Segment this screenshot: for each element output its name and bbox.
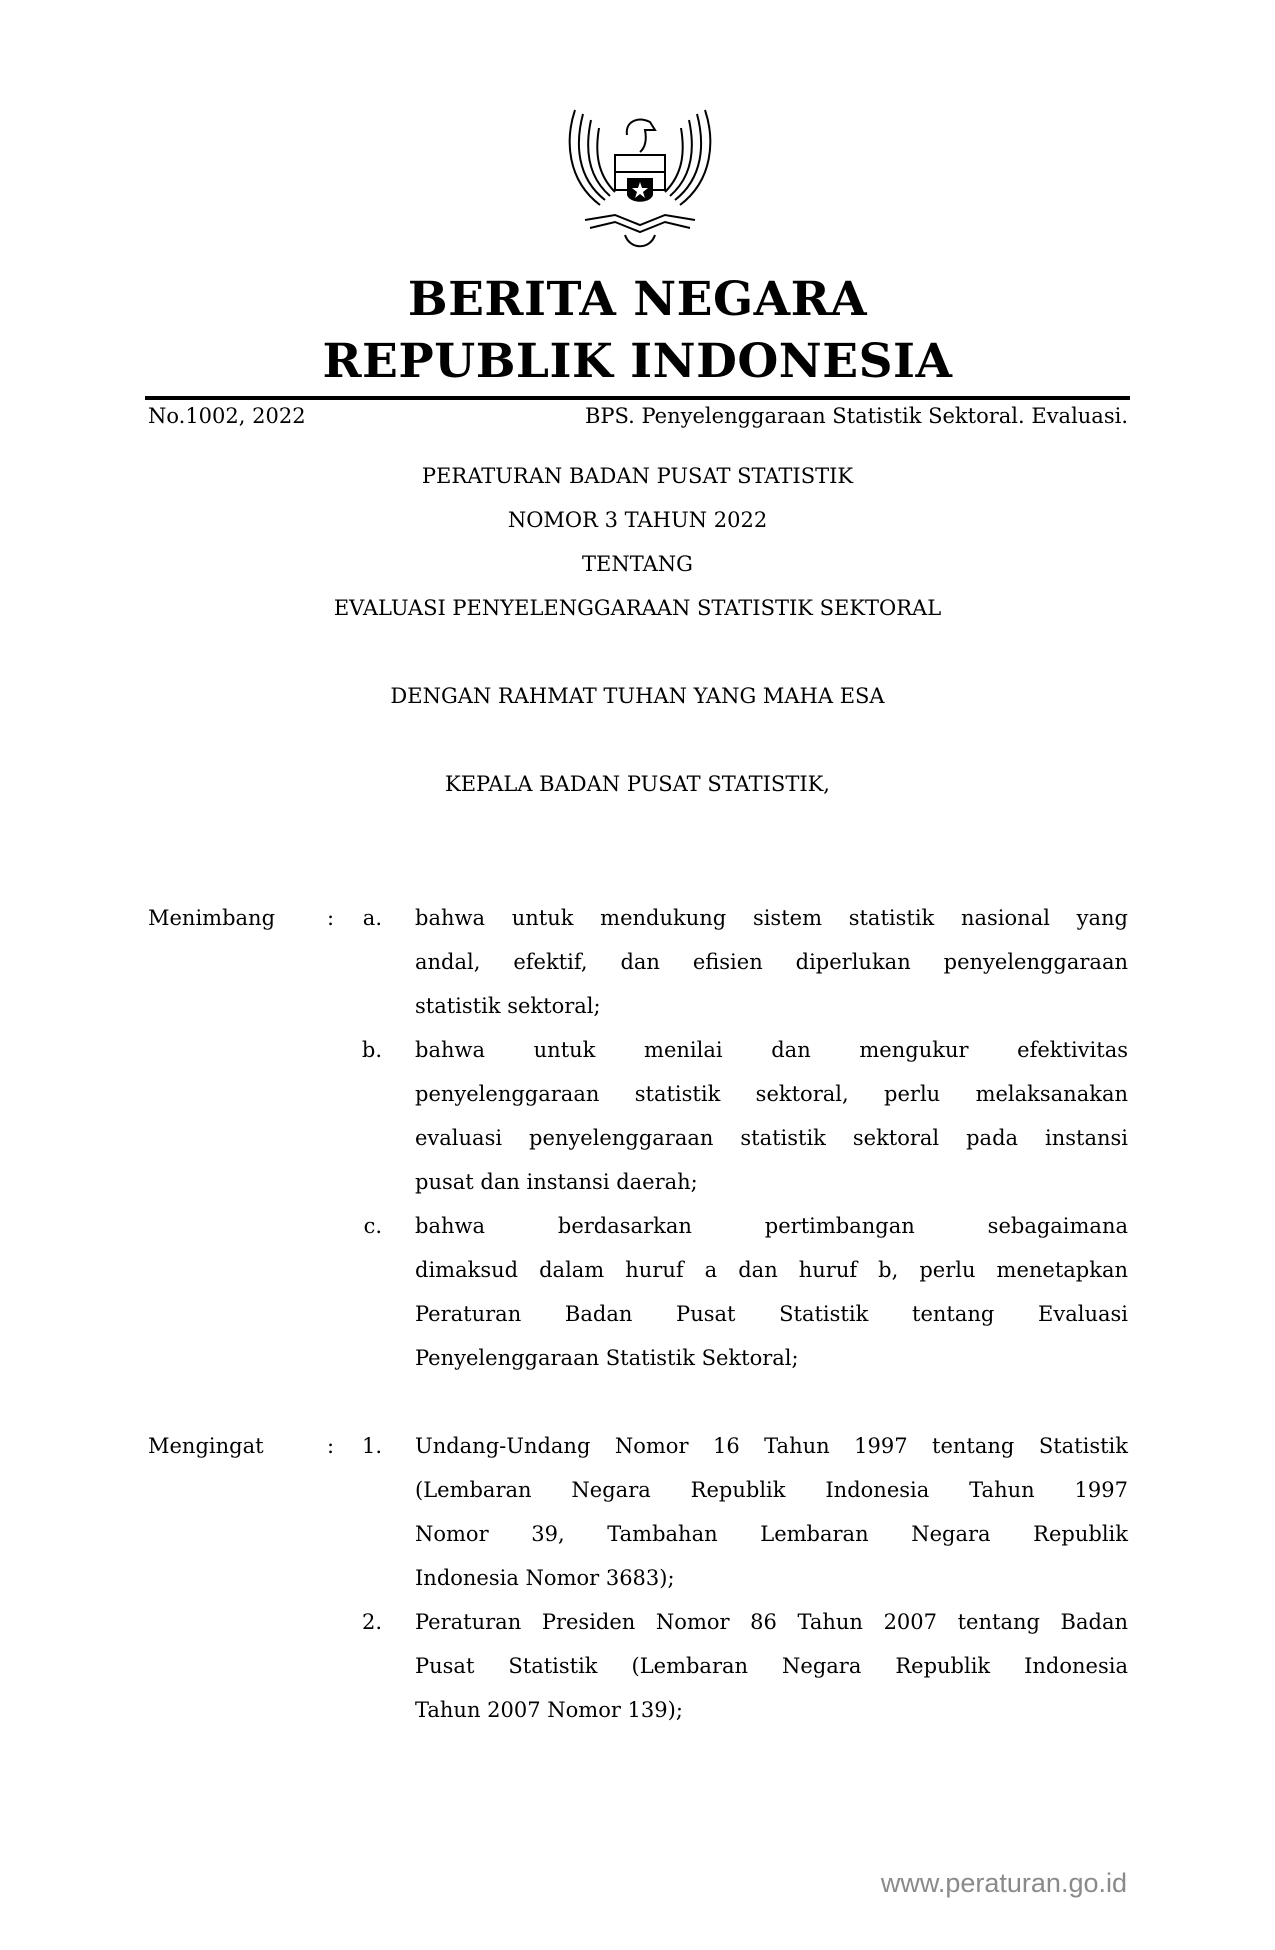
- mengingat-item-2-mark: 2.: [361, 1610, 382, 1634]
- mengingat-label: Mengingat: [148, 1434, 264, 1458]
- text-line: bahwa untuk mendukung sistem statistik nasional yang: [415, 906, 1128, 930]
- text-line: Penyelenggaraan Statistik Sektoral;: [415, 1346, 799, 1370]
- menimbang-item-c: [415, 1204, 1128, 1380]
- menimbang-label: Menimbang: [148, 906, 276, 930]
- menimbang-item-b-mark: b.: [361, 1038, 382, 1062]
- text-line: bahwa untuk menilai dan mengukur efektivitas: [415, 1038, 1128, 1062]
- text-line: evaluasi penyelenggaraan statistik sektoral pada instansi: [415, 1126, 1128, 1150]
- garuda-emblem-icon: [555, 100, 725, 260]
- mengingat-colon: :: [327, 1434, 335, 1458]
- text-line: Tahun 2007 Nomor 139);: [415, 1698, 683, 1722]
- masthead-divider: [145, 396, 1130, 400]
- masthead-title-line1: BERITA NEGARA: [407, 272, 868, 327]
- regulation-type: PERATURAN BADAN PUSAT STATISTIK: [421, 464, 854, 488]
- text-line: bahwa berdasarkan pertimbangan sebagaimana: [415, 1214, 1128, 1238]
- text-line: Peraturan Presiden Nomor 86 Tahun 2007 tentang Badan: [415, 1610, 1128, 1634]
- text-line: Pusat Statistik (Lembaran Negara Republik Indonesia: [415, 1654, 1128, 1678]
- menimbang-item-a: [415, 896, 1128, 1028]
- text-line: andal, efektif, dan efisien diperlukan penyelenggaraan: [415, 950, 1128, 974]
- text-line: Nomor 39, Tambahan Lembaran Negara Republik: [415, 1522, 1128, 1546]
- text-line: pusat dan instansi daerah;: [415, 1170, 698, 1194]
- text-line: penyelenggaraan statistik sektoral, perlu melaksanakan: [415, 1082, 1128, 1106]
- regulation-title: EVALUASI PENYELENGGARAAN STATISTIK SEKTORAL: [333, 596, 942, 620]
- text-line: Undang-Undang Nomor 16 Tahun 1997 tentang Statistik: [415, 1434, 1128, 1458]
- authority: KEPALA BADAN PUSAT STATISTIK,: [445, 772, 830, 796]
- menimbang-item-c-mark: c.: [363, 1214, 382, 1238]
- regulation-number: NOMOR 3 TAHUN 2022: [507, 508, 768, 532]
- text-line: Indonesia Nomor 3683);: [415, 1566, 675, 1590]
- masthead-title-line2: REPUBLIK INDONESIA: [322, 334, 953, 389]
- mengingat-item-2: [415, 1600, 1128, 1732]
- menimbang-colon: :: [327, 906, 335, 930]
- text-line: Peraturan Badan Pusat Statistik tentang Evaluasi: [415, 1302, 1128, 1326]
- text-line: dimaksud dalam huruf a dan huruf b, perlu menetapkan: [415, 1258, 1128, 1282]
- website-footer: www.peraturan.go.id: [880, 1868, 1127, 1898]
- gazette-number: No.1002, 2022: [148, 404, 306, 428]
- text-line: (Lembaran Negara Republik Indonesia Tahun 1997: [415, 1478, 1128, 1502]
- mengingat-item-1: [415, 1424, 1128, 1600]
- mengingat-item-1-mark: 1.: [361, 1434, 382, 1458]
- text-line: statistik sektoral;: [415, 994, 601, 1018]
- menimbang-item-b: [415, 1028, 1128, 1204]
- regulation-about-label: TENTANG: [582, 552, 693, 576]
- menimbang-item-a-mark: a.: [362, 906, 382, 930]
- invocation: DENGAN RAHMAT TUHAN YANG MAHA ESA: [390, 684, 885, 708]
- gazette-subject: BPS. Penyelenggaraan Statistik Sektoral. Evaluasi.: [584, 404, 1128, 428]
